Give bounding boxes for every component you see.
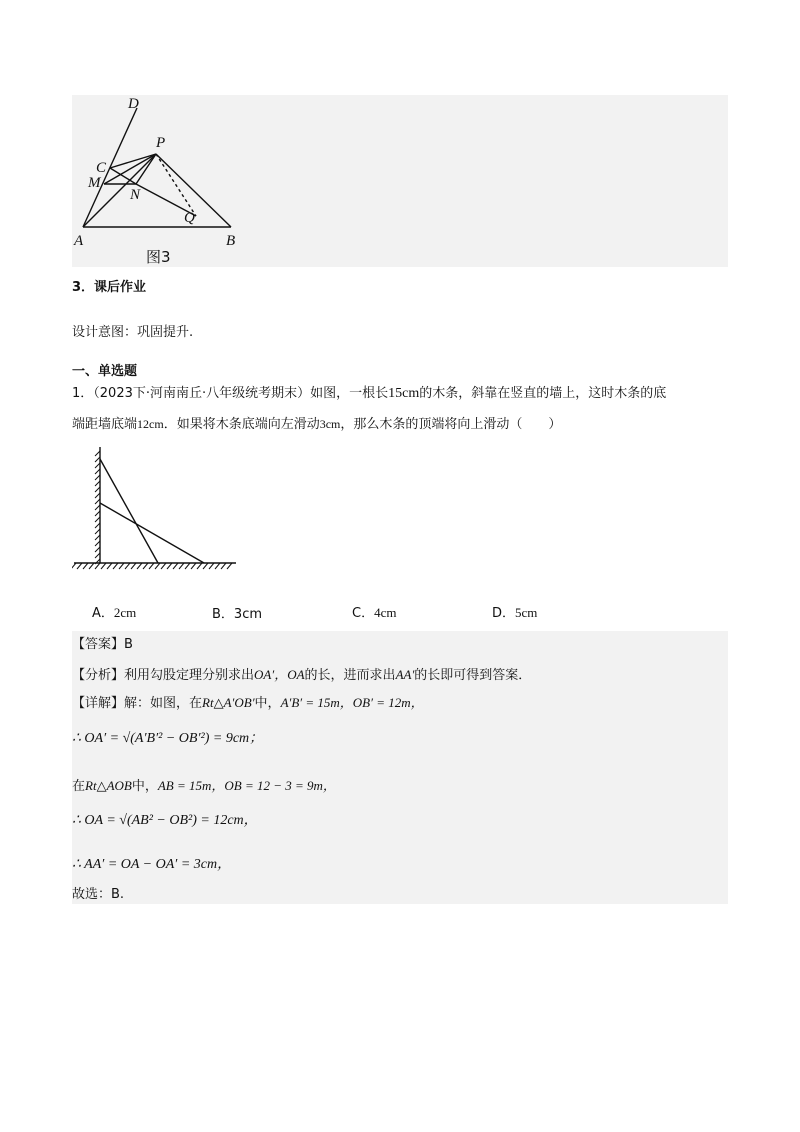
step-1: ∴ OA′ = √(A′B′² − OB′²) = 9cm； — [72, 731, 264, 746]
figure-3-diagram — [72, 95, 312, 267]
label-B: B — [226, 233, 236, 249]
length-15: 15cm — [388, 386, 420, 401]
second-triangle-line: 在Rt△AOB中，AB = 15m，OB = 12 − 3 = 9m， — [72, 778, 336, 794]
detail-line: 【详解】解：如图，在Rt△A′OB′中，A′B′ = 15m，OB′ = 12m， — [72, 695, 424, 711]
label-D: D — [128, 96, 139, 112]
question-line-1: 1．（2023下·河南南丘·八年级统考期末）如图，一根长15cm的木条，斜靠在竖直的墙上，这时木条的底 — [72, 386, 667, 401]
question-number: 1． — [72, 386, 94, 401]
ladder-diagram — [72, 443, 242, 575]
label-Q: Q — [184, 210, 195, 226]
step-3: ∴ AA′ = OA − OA′ = 3cm， — [72, 857, 232, 872]
step-2: ∴ OA = √(AB² − OB²) = 12cm， — [72, 813, 258, 828]
section-heading: 3．课后作业 — [72, 280, 147, 295]
analysis-line: 【分析】利用勾股定理分别求出OA′，OA的长，进而求出AA′的长即可得到答案． — [72, 667, 532, 683]
answer-value: B — [124, 637, 133, 652]
option-a[interactable]: A．2cm — [92, 605, 137, 621]
question-source: （2023下·河南南丘·八年级统考期末） — [93, 386, 311, 401]
question-line-2: 端距墙底端12cm．如果将木条底端向左滑动3cm，那么木条的顶端将向上滑动（ ） — [72, 417, 562, 432]
figure-caption: 图3 — [146, 248, 171, 266]
label-A: A — [74, 233, 84, 249]
option-b[interactable]: B．3cm — [212, 607, 263, 622]
option-d[interactable]: D．5cm — [492, 605, 538, 621]
length-12: 12cm — [137, 417, 164, 431]
label-N: N — [130, 187, 141, 203]
label-C: C — [96, 160, 107, 176]
part-heading: 一、单选题 — [72, 364, 138, 379]
length-3: 3cm — [319, 417, 341, 431]
label-M: M — [88, 175, 101, 191]
answer-line: 【答案】B — [72, 637, 133, 652]
label-P: P — [156, 135, 166, 151]
option-c[interactable]: C．4cm — [352, 605, 397, 621]
design-intent: 设计意图：巩固提升. — [72, 325, 194, 340]
conclusion: 故选：B. — [72, 887, 125, 902]
